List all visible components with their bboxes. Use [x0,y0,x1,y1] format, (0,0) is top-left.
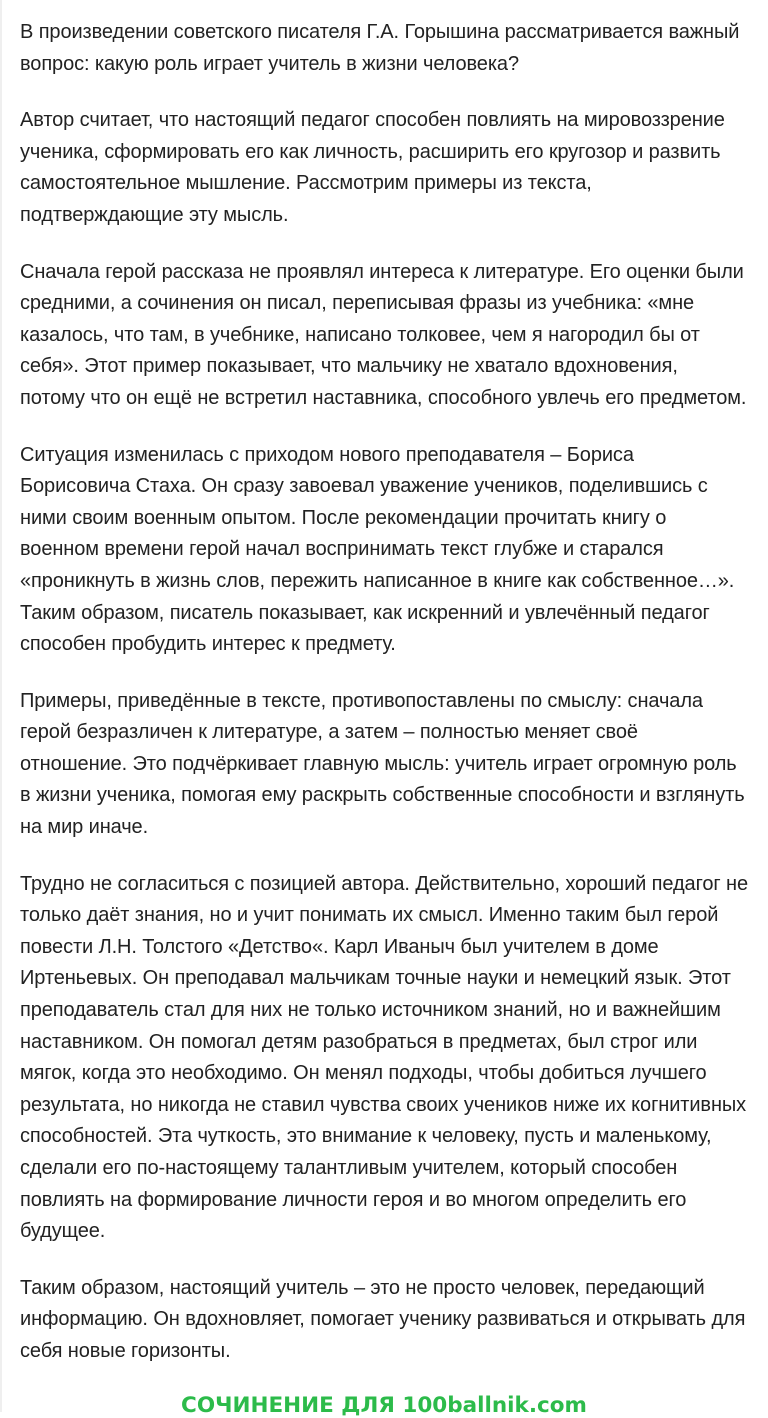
essay-paragraph-conclusion: Таким образом, настоящий учитель – это не просто человек, передающий информацию. Он вдохновляет, помогает ученику развиваться и открывать для себя новые горизонты. [20,1276,746,1362]
essay-paragraph-argument: Трудно не согласиться с позицией автора. Действительно, хороший педагог не только даёт знания, но и учит понимать их смысл. Именно таким был герой повести Л.Н. Толстого «Детство«. Карл Иваныч был учителем в доме Иртеньевых. Он преподавал мальчикам точные науки и немецкий язык. Этот преподаватель стал для них не только источником знаний, но и важнейшим наставником. Он помогал детям разобраться в предметах, был строг или мягок, когда это необходимо. Он менял подходы, чтобы добиться лучшего результата, но никогда не ставил чувства своих учеников ниже их когнитивных способностей. Эта чуткость, это внимание к человеку, пусть и маленькому, сделали его по-настоящему талантливым учителем, который способен повлиять на формирование личности героя и во многом определить его будущее. [20,872,748,1243]
essay-paragraph-example-2: Ситуация изменилась с приходом нового преподавателя – Бориса Борисовича Стаха. Он сразу завоевал уважение учеников, поделившись с ними своим военным опытом. После рекомендации прочитать книгу о военном времени герой начал воспринимать текст глубже и старался «проникнуть в жизнь слов, пережить написанное в книге как собственное…». Таким образом, писатель показывает, как искренний и увлечённый педагог способен пробудить интерес к предмету. [20,443,735,656]
essay-paragraph-author-position: Автор считает, что настоящий педагог способен повлиять на мировоззрение ученика, сформировать его как личность, расширить его кругозор и развить самостоятельное мышление. Рассмотрим примеры из текста, подтверждающие эту мысль. [20,109,725,226]
essay-paragraph-connection: Примеры, приведённые в тексте, противопоставлены по смыслу: сначала герой безразличен к литературе, а затем – полностью меняет своё отношение. Это подчёркивает главную мысль: учитель играет огромную роль в жизни ученика, помогая ему раскрыть собственные способности и взглянуть на мир иначе. [20,689,745,839]
essay-paragraph-example-1: Сначала герой рассказа не проявлял интереса к литературе. Его оценки были средними, а сочинения он писал, переписывая фразы из учебника: «мне казалось, что там, в учебнике, написано толковее, чем я нагородил бы от себя». Этот пример показывает, что мальчику не хватало вдохновения, потому что он ещё не встретил наставника, способного увлечь его предметом. [20,260,747,409]
essay-body [20,17,748,1368]
essay-paragraph-intro: В произведении советского писателя Г.А. Горышина рассматривается важный вопрос: какую роль играет учитель в жизни человека? [20,21,740,75]
site-credit: СОЧИНЕНИЕ ДЛЯ 100ballnik.com [181,1392,587,1418]
